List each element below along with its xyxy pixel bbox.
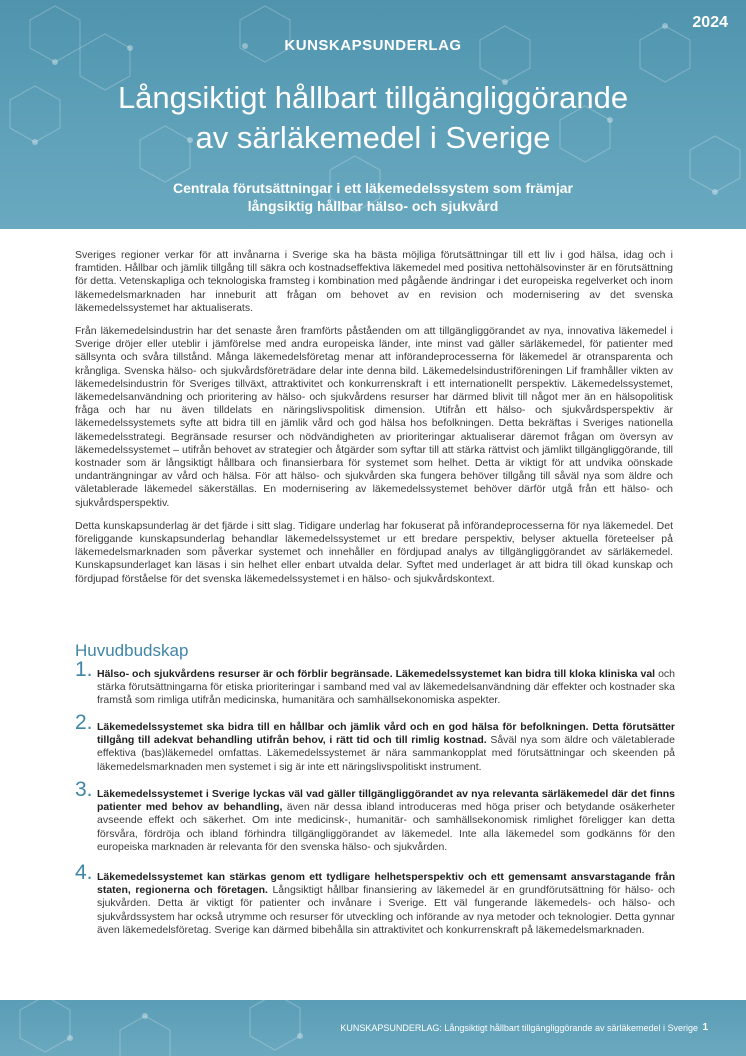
page-title — [40, 78, 706, 158]
main-message-4 — [75, 861, 675, 937]
subtitle-line-1: Centrala förutsättningar i ett läkemedelssystem som främjar — [173, 180, 573, 196]
paragraph-3: Detta kunskapsunderlag är det fjärde i sitt slag. Tidigare underlag har fokuserat på införandeprocesserna för nya läkemedel. Det föreliggande kunskapsunderlag behandlar läkemedelssystemet ur ett bredare perspektiv, belyser aktuella företeelser på läkemedelsmarknaden som påverkar systemet och innehåller en fördjupad analys av tillgängliggörandet av särläkemedel. Kunskapsunderlaget kan läsas i sin helhet eller enbart utvalda delar. Syftet med underlaget är att bidra till ökad kunskap och fördjupad förståelse för det svenska läkemedelssystemet i en hälso- och sjukvårdskontext. — [75, 519, 673, 585]
message-body: även när dessa ibland introduceras med höga priser och betydande osäkerheter avseende effekt och säkerhet. Om inte medicinsk-, humanitär- och samhällsekonomisk rimlighet föreligger kan detta försvåra, fördröja och ibland förhindra tillgängliggörandet av läkemedel. Inte alla läkemedel som godkänns för den europeiska marknaden är relevanta för den svenska hälso- och sjukvården. — [97, 801, 675, 853]
message-body: Såväl nya som äldre och väletablerade effektiva (bas)läkemedel omfattas. Läkemedelssystemet är nära sammankopplat med förutsättningar och skeenden på läkemedelsmarknaden men systemet i sig är inte ett näringslivspolitiskt instrument. — [97, 734, 675, 773]
main-message-1 — [75, 658, 675, 708]
intro-text — [75, 249, 673, 596]
paragraph-1: Sveriges regioner verkar för att invånarna i Sverige ska ha bästa möjliga förutsättningar till ett liv i god hälsa, idag och i framtiden. Hållbar och jämlik tillgång till säkra och kostnadseffektiva läkemedel med positiva nettohälsovinster är en förutsättning för detta. Vetenskapliga och teknologiska framsteg i kombination med pågående ändringar i det europeiska regelverket och inom läkemedelsmarknaden har inneburit att frågan om behovet av en revision och modernisering av det svenska läkemedelssystemet har aktualiserats. — [75, 249, 673, 314]
message-body: Långsiktigt hållbar finansiering av läkemedel är en grundförutsättning för hälso- och sjukvården. Detta är viktigt för patienter och invånare i Sverige. Ett väl fungerande läkemedels- och hälso- och sjukvårdssystem har också utrymme och resurser för utveckling och införande av nya metoder och teknologier. Detta gynnar även läkemedelsföretag. Sverige kan därmed bibehålla sin attraktivitet och konkurrenskraft på läkemedelsmarknaden. — [97, 884, 675, 936]
page-subtitle — [60, 179, 686, 215]
page-header — [0, 0, 746, 229]
paragraph-2: Från läkemedelsindustrin har det senaste åren framförts påståenden om att tillgängliggörandet av nya, innovativa läkemedel i Sverige dröjer eller uteblir i jämförelse med andra europeiska länder, inte minst vad gäller särläkemedel, för patienter med sällsynta och svåra tillstånd. Många läkemedelsföretag menar att införandeprocesserna för läkemedel är otransparenta och krångliga. Svenska hälso- och sjukvårdsföreträdare delar inte denna bild. Läkemedelsindustriföreningen Lif framhåller vikten av läkemedelsindustrin för Sveriges tillväxt, attraktivitet och konkurrenskraft i ett internationellt perspektiv. Läkemedelssystemet, läkemedelsanvändning och prioritering av hälso- och sjukvårdens resurser har därmed blivit till något mer än en hälsopolitisk fråga och har nu även tilldelats en näringslivspolitisk dimension. Utifrån ett hälso- och sjukvårdsperspektiv är läkemedelssystemets syfte att bidra till en jämlik vård och god hälsa hos befolkningen. Detta bekräftas i Sveriges nationella läkemedelsstrategi. Begränsade resurser och nödvändigheten av prioriteringar aktualiserar däremot frågan om översyn av läkemedelssystemet – utifrån behovet av strategier och åtgärder som syftar till att stärka rättvist och jämlikt tillgängliggörande, till kostnader som är långsiktigt hållbara och finansierbara för systemet som helhet. Detta är viktigt för att undvika oönskade undanträngningar av vård och hälsa. För att hälso- och sjukvården ska fungera behöver tillgång till såväl nya som äldre och väletablerade läkemedel säkerställas. En modernisering av läkemedelssystemet behöver därför utgå från ett hälso- och sjukvårdsperspektiv. — [75, 325, 673, 509]
message-lead: Läkemedelssystemet i Sverige lyckas väl vad gäller tillgängliggörandet av nya relevanta särläkemedel där det finns patienter med behov av behandling, — [97, 788, 675, 814]
message-lead: Hälso- och sjukvårdens resurser är och förblir begränsade. Läkemedelssystemet kan bidra till kloka kliniska val — [97, 668, 656, 680]
message-number: 1. — [75, 658, 93, 681]
page-number: 1 — [702, 1022, 708, 1033]
message-lead: Läkemedelssystemet ska bidra till en hållbar och jämlik vård och en god hälsa för befolkningen. Detta förutsätter tillgång till adekvat behandling utifrån behov, i rätt tid och till rimlig kostnad. — [97, 721, 675, 747]
message-lead: Läkemedelssystemet kan stärkas genom ett tydligare helhetsperspektiv och ett gemensamt ansvarstagande från staten, regionerna och företagen. — [97, 871, 675, 897]
footer-running-title: KUNSKAPSUNDERLAG: Långsiktigt hållbart tillgängliggörande av särläkemedel i Sverige — [340, 1023, 698, 1033]
main-message-2 — [75, 711, 675, 774]
message-body: och stärka förutsättningarna för etiska prioriteringar i samband med val av läkemedelsanvändning där effekter och kostnader ska framstå som rimliga utifrån medicinska, humanitära och samhällsekonomiska aspekter. — [97, 668, 675, 707]
year-label: 2024 — [692, 14, 728, 31]
message-number: 3. — [75, 778, 93, 801]
title-line-2: av särläkemedel i Sverige — [195, 120, 551, 155]
message-number: 2. — [75, 711, 93, 734]
document-type-label: KUNSKAPSUNDERLAG — [284, 37, 462, 54]
page-footer — [0, 1000, 746, 1056]
subtitle-line-2: långsiktig hållbar hälso- och sjukvård — [247, 198, 499, 214]
main-messages-heading: Huvudbudskap — [75, 641, 189, 660]
title-line-1: Långsiktigt hållbart tillgängliggörande — [117, 80, 629, 115]
message-number: 4. — [75, 861, 93, 884]
main-message-3 — [75, 778, 675, 854]
